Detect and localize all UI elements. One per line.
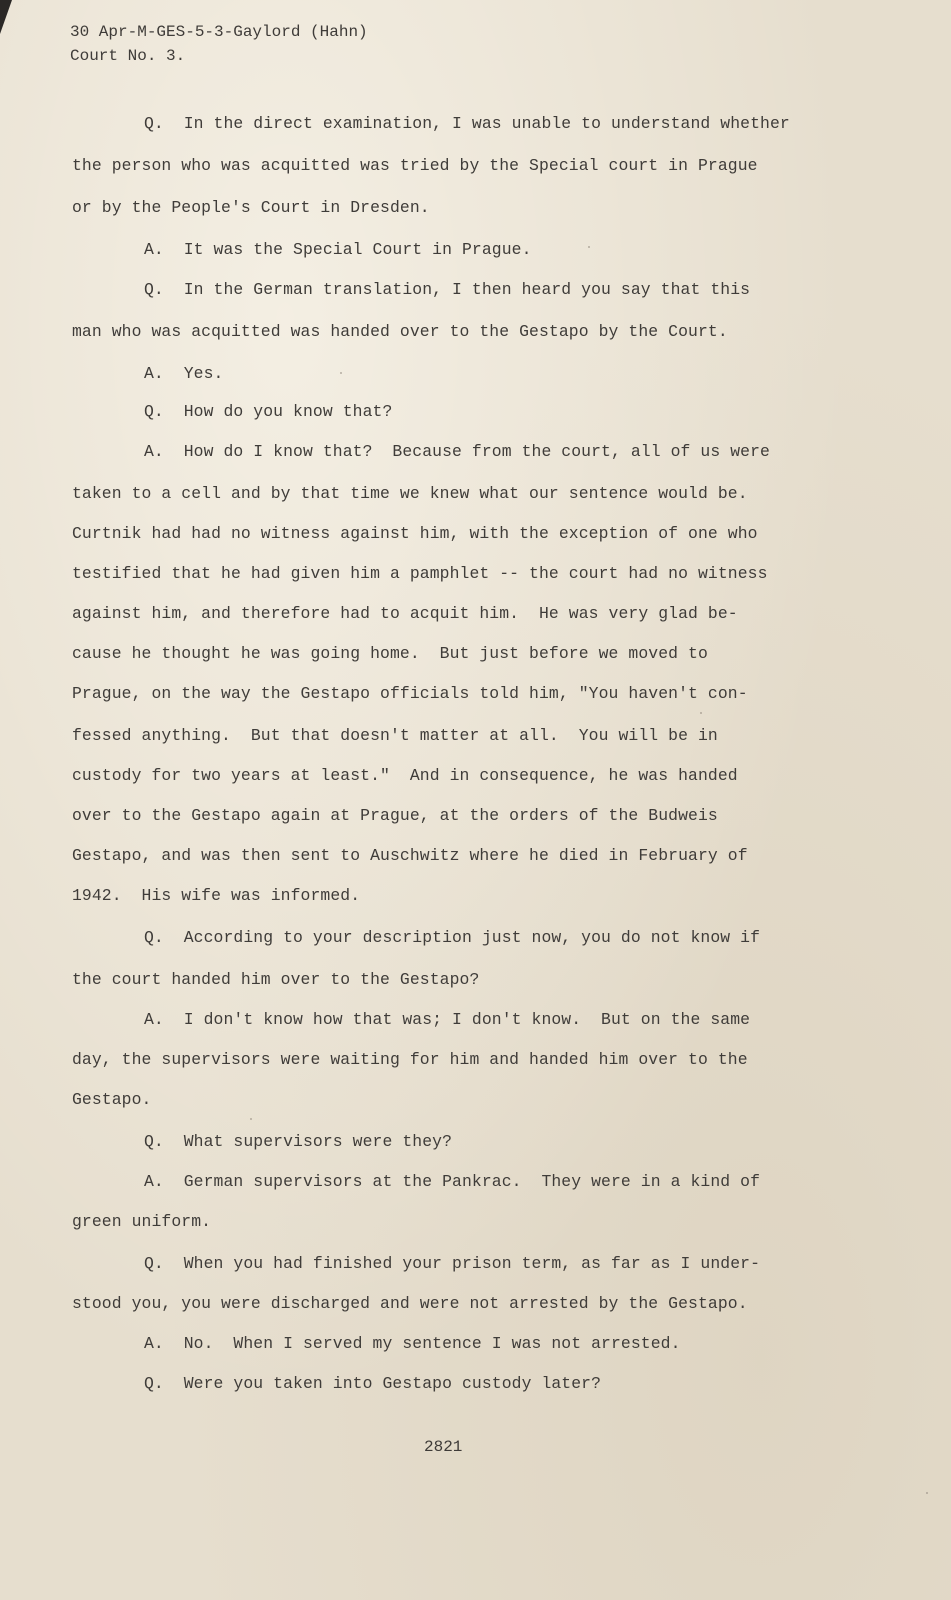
page-number: 2821 xyxy=(424,1438,463,1456)
testimony-continuation-line: or by the People's Court in Dresden. xyxy=(72,198,430,217)
testimony-turn-line: A. How do I know that? Because from the court, all of us were xyxy=(144,442,770,461)
paper-speck xyxy=(588,246,590,248)
testimony-continuation-line: over to the Gestapo again at Prague, at the orders of the Budweis xyxy=(72,806,718,825)
corner-mark xyxy=(0,0,12,34)
document-header xyxy=(70,20,368,68)
testimony-turn-line: Q. Were you taken into Gestapo custody later? xyxy=(144,1374,602,1393)
testimony-turn-line: Q. What supervisors were they? xyxy=(144,1132,453,1151)
testimony-continuation-line: 1942. His wife was informed. xyxy=(72,886,361,905)
testimony-continuation-line: day, the supervisors were waiting for him and handed him over to the xyxy=(72,1050,748,1069)
header-docket-line: 30 Apr-M-GES-5-3-Gaylord (Hahn) xyxy=(70,23,368,41)
paper-speck xyxy=(340,372,342,374)
testimony-continuation-line: man who was acquitted was handed over to the Gestapo by the Court. xyxy=(72,322,728,341)
testimony-turn-line: Q. When you had finished your prison term, as far as I under- xyxy=(144,1254,761,1273)
testimony-turn-line: A. It was the Special Court in Prague. xyxy=(144,240,532,259)
testimony-continuation-line: testified that he had given him a pamphlet -- the court had no witness xyxy=(72,564,768,583)
testimony-continuation-line: Gestapo. xyxy=(72,1090,152,1109)
paper-speck xyxy=(700,712,702,714)
paper-speck xyxy=(250,1118,252,1120)
header-court-line: Court No. 3. xyxy=(70,47,186,65)
testimony-turn-line: Q. According to your description just now, you do not know if xyxy=(144,928,761,947)
testimony-turn-line: Q. In the German translation, I then heard you say that this xyxy=(144,280,751,299)
testimony-turn-line: A. I don't know how that was; I don't know. But on the same xyxy=(144,1010,751,1029)
testimony-continuation-line: Prague, on the way the Gestapo officials told him, "You haven't con- xyxy=(72,684,748,703)
testimony-continuation-line: taken to a cell and by that time we knew what our sentence would be. xyxy=(72,484,748,503)
testimony-turn-line: Q. How do you know that? xyxy=(144,402,393,421)
testimony-continuation-line: against him, and therefore had to acquit him. He was very glad be- xyxy=(72,604,738,623)
testimony-continuation-line: the person who was acquitted was tried by the Special court in Prague xyxy=(72,156,758,175)
testimony-continuation-line: fessed anything. But that doesn't matter at all. You will be in xyxy=(72,726,718,745)
testimony-turn-line: A. No. When I served my sentence I was not arrested. xyxy=(144,1334,681,1353)
testimony-continuation-line: Gestapo, and was then sent to Auschwitz where he died in February of xyxy=(72,846,748,865)
testimony-continuation-line: Curtnik had had no witness against him, with the exception of one who xyxy=(72,524,758,543)
testimony-continuation-line: custody for two years at least." And in consequence, he was handed xyxy=(72,766,738,785)
testimony-continuation-line: the court handed him over to the Gestapo? xyxy=(72,970,480,989)
testimony-continuation-line: stood you, you were discharged and were not arrested by the Gestapo. xyxy=(72,1294,748,1313)
testimony-turn-line: Q. In the direct examination, I was unable to understand whether xyxy=(144,114,790,133)
testimony-continuation-line: green uniform. xyxy=(72,1212,212,1231)
testimony-continuation-line: cause he thought he was going home. But just before we moved to xyxy=(72,644,708,663)
testimony-turn-line: A. German supervisors at the Pankrac. They were in a kind of xyxy=(144,1172,761,1191)
testimony-turn-line: A. Yes. xyxy=(144,364,224,383)
paper-speck xyxy=(926,1492,928,1494)
